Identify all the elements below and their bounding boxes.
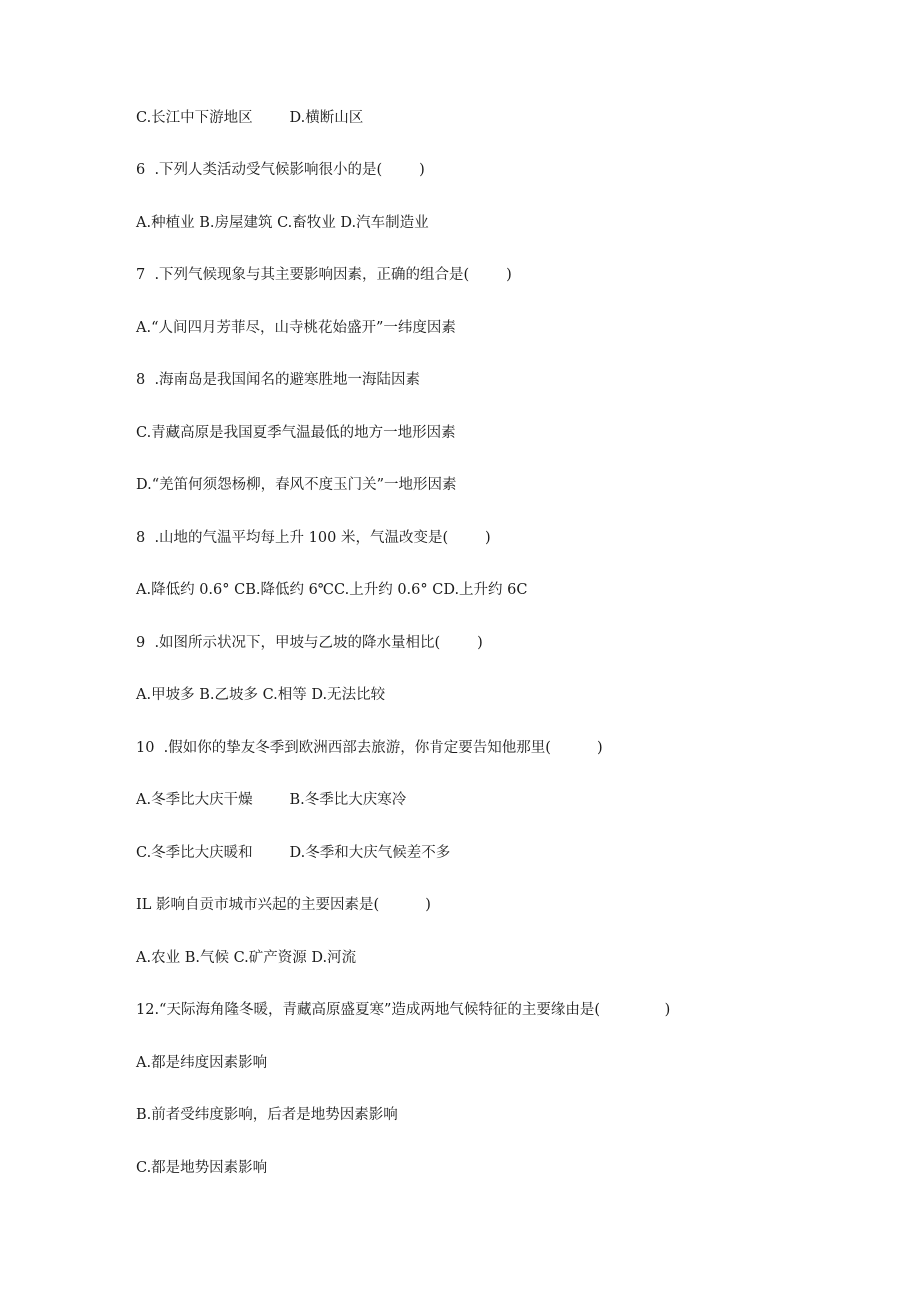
answer-line-7-a: A.“人间四月芳菲尽，山寺桃花始盛开”一纬度因素 [136, 320, 456, 336]
answer-line-7-b: 8 .海南岛是我国闻名的避寒胜地一海陆因素 [136, 372, 421, 388]
answer-line-12-b: B.前者受纬度影响，后者是地势因素影响 [136, 1107, 398, 1123]
question-11: IL 影响自贡市城市兴起的主要因素是( ) [136, 897, 431, 913]
answer-line-9: A.甲坡多 B.乙坡多 C.相等 D.无法比较 [136, 687, 386, 703]
question-10: 10 .假如你的挚友冬季到欧洲西部去旅游，你肯定要告知他那里( ) [136, 740, 603, 756]
answer-line-7-d: D.“羌笛何须怨杨柳，春风不度玉门关”一地形因素 [136, 477, 457, 493]
question-6: 6 .下列人类活动受气候影响很小的是( ) [136, 162, 425, 178]
answer-line-12-a: A.都是纬度因素影响 [136, 1055, 268, 1071]
answer-line-10-ab: A.冬季比大庆干燥 B.冬季比大庆寒冷 [136, 792, 407, 808]
answer-line-10-cd: C.冬季比大庆暖和 D.冬季和大庆气候差不多 [136, 845, 451, 861]
question-9: 9 .如图所示状况下，甲坡与乙坡的降水量相比( ) [136, 635, 483, 651]
answer-line-12-c: C.都是地势因素影响 [136, 1160, 268, 1176]
answer-line-8: A.降低约 0.6° CB.降低约 6℃C.上升约 0.6° CD.上升约 6C [136, 582, 528, 598]
question-12: 12.“天际海角隆冬暖，青藏高原盛夏寒”造成两地气候特征的主要缘由是( ) [136, 1002, 671, 1018]
question-8: 8 .山地的气温平均每上升 100 米，气温改变是( ) [136, 530, 491, 546]
answer-line-5-cd: C.长江中下游地区 D.横断山区 [136, 110, 364, 126]
question-7: 7 .下列气候现象与其主要影响因素，正确的组合是( ) [136, 267, 512, 283]
answer-line-7-c: C.青藏高原是我国夏季气温最低的地方一地形因素 [136, 425, 456, 441]
answer-line-6: A.种植业 B.房屋建筑 C.畜牧业 D.汽车制造业 [136, 215, 429, 231]
answer-line-11: A.农业 B.气候 C.矿产资源 D.河流 [136, 950, 357, 966]
